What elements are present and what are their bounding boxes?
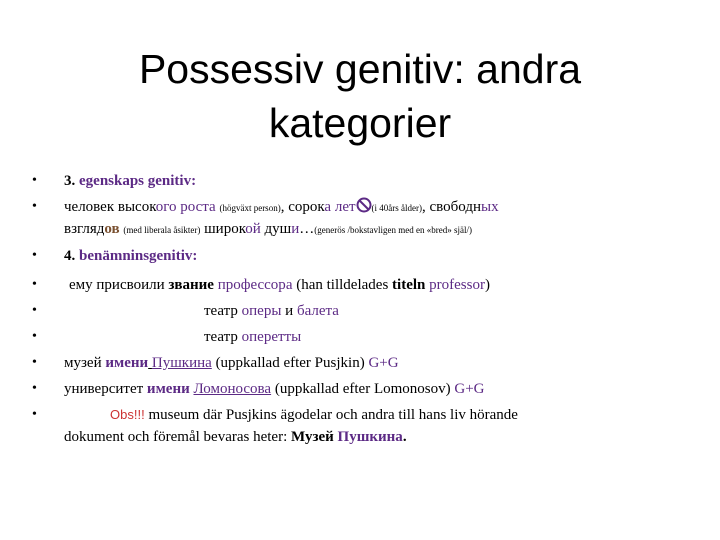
list-item-quality-examples: человек высокого роста (högväxt person), сорока лет (i 40års ålder), свободных bbox=[64, 197, 499, 219]
title-line-1: Possessiv genitiv: andra bbox=[138, 46, 582, 92]
bullet: • bbox=[32, 173, 37, 188]
bullet: • bbox=[32, 199, 37, 214]
prohibition-sign-icon bbox=[356, 197, 372, 219]
list-item-obs-note: Obs!!! museum där Pusjkins ägodelar och andra till hans liv hörande bbox=[110, 407, 518, 423]
slide-title bbox=[60, 42, 660, 150]
bullet: • bbox=[32, 277, 37, 292]
bullet: • bbox=[32, 303, 37, 318]
list-item-operetta-theatre: театр оперетты bbox=[204, 329, 302, 345]
list-item-professor: ему присвоили звание профессора (han tilldelades titeln professor) bbox=[69, 277, 490, 293]
obs-label: Obs!!! bbox=[110, 407, 145, 422]
bullet: • bbox=[32, 329, 37, 344]
list-item-pushkin-museum: музей имени Пушкина (uppkallad efter Pusjkin) G+G bbox=[64, 355, 399, 371]
list-item-lomonosov-university: университет имени Ломоносова (uppkallad efter Lomonosov) G+G bbox=[64, 381, 485, 397]
bullet: • bbox=[32, 248, 37, 263]
list-item-quality-examples-cont: взглядов (med liberala åsikter) широкой души…(generös /bokstavligen med en «bred» själ/) bbox=[64, 221, 472, 237]
list-item-genitive-quality: 3. egenskaps genitiv: bbox=[64, 173, 197, 189]
title-line-2: kategorier bbox=[268, 100, 452, 146]
bullet: • bbox=[32, 355, 37, 370]
bullet: • bbox=[32, 381, 37, 396]
bullet: • bbox=[32, 407, 37, 422]
list-item-opera-theatre: театр оперы и балета bbox=[204, 303, 339, 319]
list-item-genitive-naming: 4. benämninsgenitiv: bbox=[64, 248, 198, 264]
list-item-obs-note-cont: dokument och föremål bevaras heter: Музей Пушкина. bbox=[64, 429, 407, 445]
